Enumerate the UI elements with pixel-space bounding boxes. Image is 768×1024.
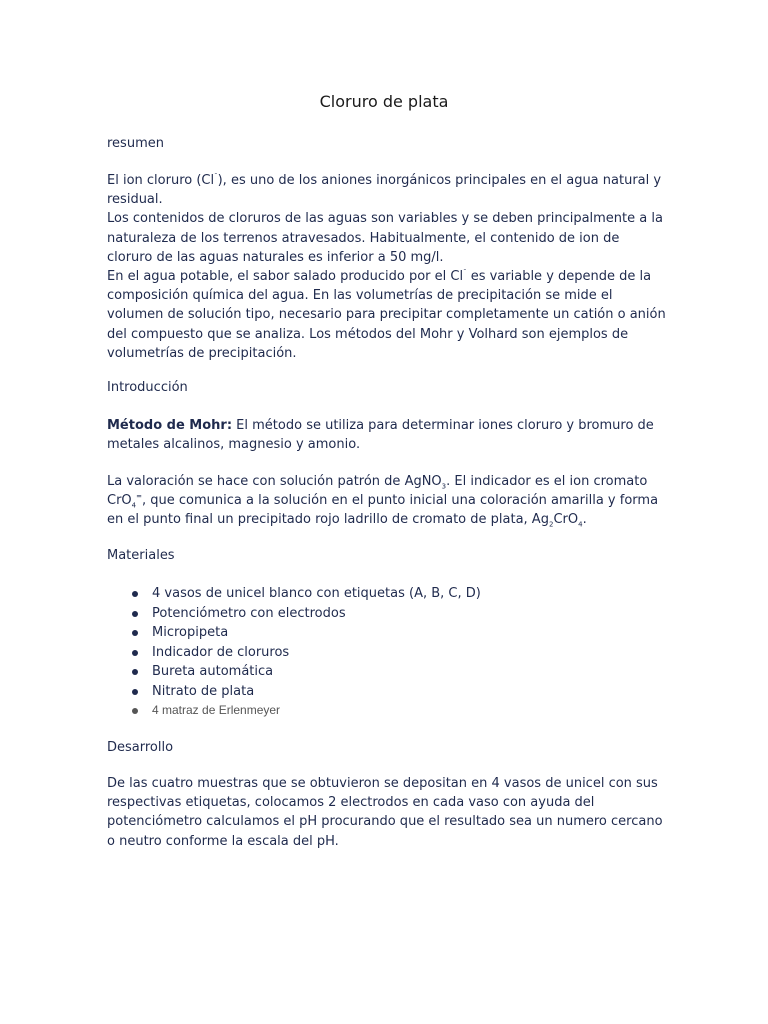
mohr-label: Método de Mohr:: [107, 418, 233, 433]
resumen-paragraph-2: Los contenidos de cloruros de las aguas son variables y se deben principalmente a la naturaleza de los terrenos atravesados. Habitualmente, el contenido de ion de cloruro de las aguas naturales es inferior a 50 mg/l.: [107, 211, 663, 265]
bullet-icon: [132, 650, 138, 656]
materiales-heading: Materiales: [107, 548, 175, 563]
materiales-list: [107, 584, 667, 721]
desarrollo-heading: Desarrollo: [107, 740, 174, 755]
resumen-paragraph-1: El ion cloruro (Cl¯), es uno de los aniones inorgánicos principales en el agua natural y residual.: [107, 172, 662, 208]
bullet-icon: [132, 689, 138, 695]
mohr-paragraph: Método de Mohr: El método se utiliza para determinar iones cloruro y bromuro de metales alcalinos, magnesio y amonio.: [107, 418, 654, 453]
bullet-icon: [132, 591, 138, 597]
list-item: Nitrato de plata: [107, 682, 667, 702]
document-title: Cloruro de plata: [319, 92, 449, 111]
bullet-icon: [132, 611, 138, 617]
bullet-icon: [132, 630, 138, 636]
list-item: 4 matraz de Erlenmeyer: [107, 701, 667, 721]
desarrollo-paragraph: De las cuatro muestras que se obtuvieron se depositan en 4 vasos de unicel con sus respectivas etiquetas, colocamos 2 electrodos en cada vaso con ayuda del potenciómetro calculamos el pH procurando que el resultado sea un numero cercano o neutro conforme la escala del pH.: [107, 776, 663, 849]
resumen-heading: resumen: [107, 136, 164, 151]
introduccion-heading: Introducción: [107, 380, 188, 395]
list-item: 4 vasos de unicel blanco con etiquetas (A, B, C, D): [107, 584, 667, 604]
resumen-body: [107, 171, 667, 363]
list-item: Bureta automática: [107, 662, 667, 682]
list-item: Indicador de cloruros: [107, 643, 667, 663]
list-item: Micropipeta: [107, 623, 667, 643]
bullet-icon: [132, 669, 138, 675]
bullet-icon: [132, 708, 138, 714]
list-item: Potenciómetro con electrodos: [107, 604, 667, 624]
resumen-paragraph-3: En el agua potable, el sabor salado producido por el Cl¯ es variable y depende de la composición química del agua. En las volumetrías de precipitación se mide el volumen de solución tipo, necesario para precipitar completamente un catión o anión del compuesto que se analiza. Los métodos del Mohr y Volhard son ejemplos de volumetrías de precipitación.: [107, 268, 666, 361]
materiales-list-container: [107, 584, 667, 721]
valoracion-paragraph: La valoración se hace con solución patrón de AgNO$_3$. El indicador es el ion cromato CrO$_4$=, que comunica a la solución en el punto inicial una coloración amarilla y forma en el punto final un precipitado rojo ladrillo de cromato de plata, $Ag_2CrO_4$.: [107, 474, 659, 529]
